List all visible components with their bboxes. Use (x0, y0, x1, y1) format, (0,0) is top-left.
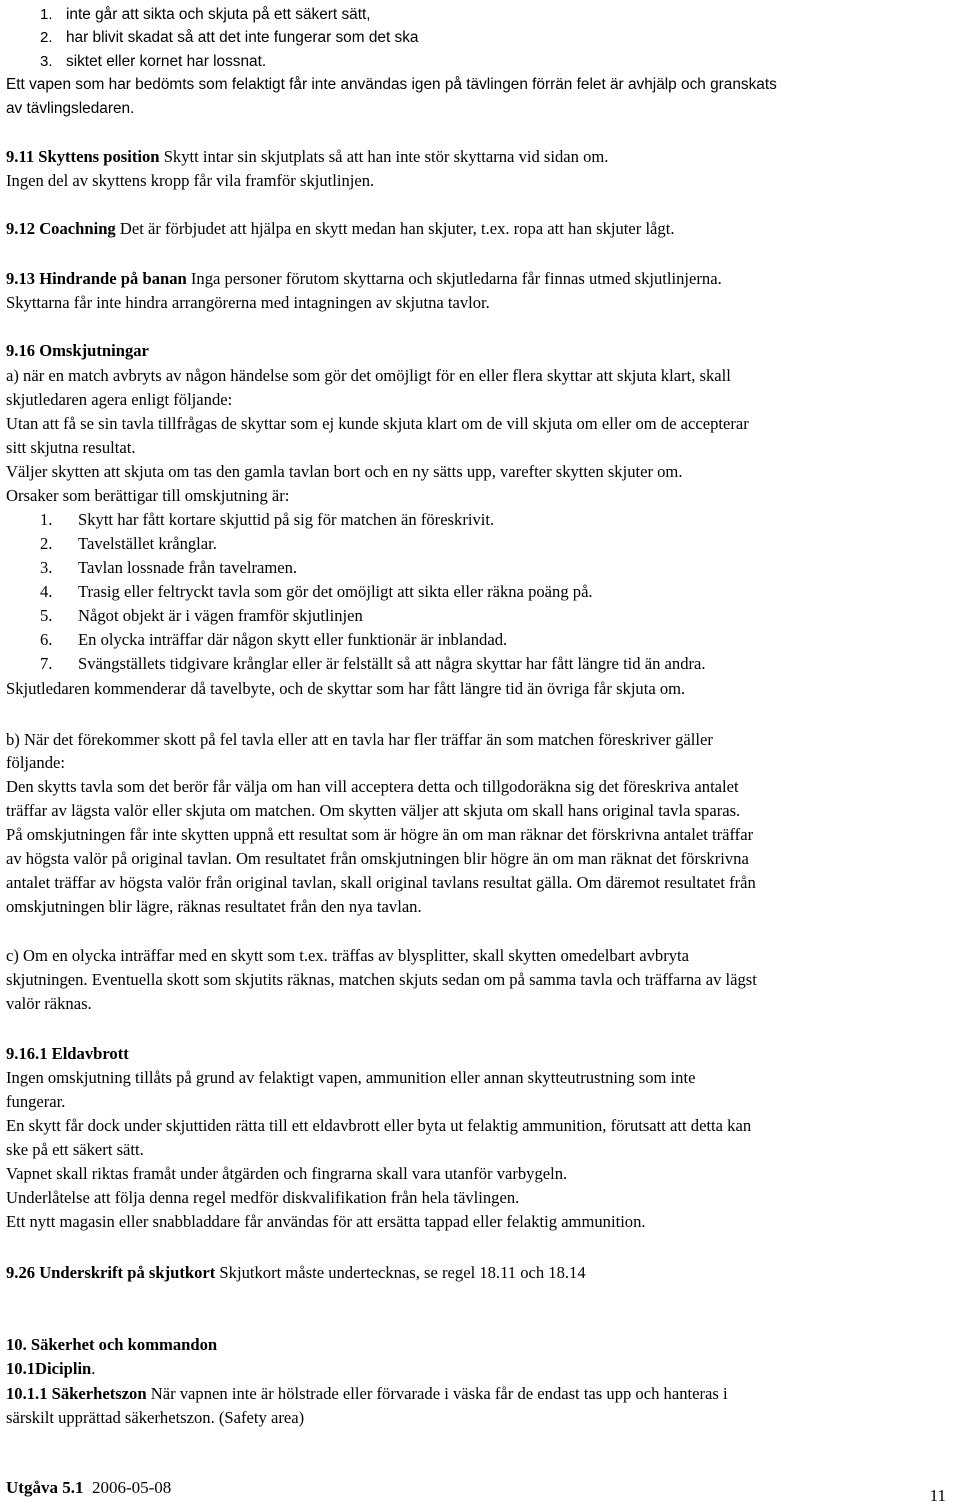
section-heading: 9.11 Skyttens position (6, 147, 160, 166)
paragraph-line: Ingen omskjutning tillåts på grund av felaktigt vapen, ammunition eller annan skytteutrustning som inte (6, 1068, 696, 1087)
list-item: 3. Tavlan lossnade från tavelramen. (40, 558, 298, 577)
paragraph-line: av tävlingsledaren. (6, 100, 135, 117)
list-item: 1. inte går att sikta och skjuta på ett säkert sätt, (40, 6, 371, 23)
paragraph-line: träffar av lägsta valör eller skjuta om matchen. Om skytten väljer att skjuta om skall hans original tavla sparas. (6, 801, 741, 820)
paragraph-line: Väljer skytten att skjuta om tas den gamla tavlan bort och en ny sätts upp, varefter skytten skjuter om. (6, 462, 683, 481)
paragraph-line: fungerar. (6, 1092, 66, 1111)
list-item: 2. Tavelstället krånglar. (40, 534, 217, 553)
paragraph-line: Utan att få se sin tavla tillfrågas de skyttar som ej kunde skjuta klart om de vill skjuta om eller om de accepterar (6, 414, 749, 433)
list-item: 2. har blivit skadat så att det inte fungerar som det ska (40, 29, 419, 46)
paragraph-line: omskjutningen blir lägre, räknas resultatet från den nya tavlan. (6, 897, 422, 916)
paragraph-line: Orsaker som berättigar till omskjutning är: (6, 486, 290, 505)
paragraph-line: valör räknas. (6, 994, 92, 1013)
section-9-13: 9.13 Hindrande på banan Inga personer förutom skyttarna och skjutledarna får finnas utmed skjutlinjerna. (6, 269, 722, 288)
paragraph-line: En skytt får dock under skjuttiden rätta till ett eldavbrott eller byta ut felaktig ammunition, förutsatt att detta kan (6, 1116, 752, 1135)
paragraph-line: av högsta valör på original tavlan. Om resultatet från omskjutningen blir högre än om man räknat det förskrivna (6, 849, 749, 868)
list-item: 3. siktet eller kornet har lossnat. (40, 53, 267, 70)
paragraph-line: Skjutledaren kommenderar då tavelbyte, och de skyttar som har fått längre tid än övriga får skjuta om. (6, 679, 686, 698)
paragraph-line: skjutningen. Eventuella skott som skjutits räknas, matchen skjuts sedan om på samma tavla och träffarna av lägst (6, 970, 757, 989)
section-heading: 10.1Diciplin. (6, 1359, 96, 1378)
paragraph-line: Ingen del av skyttens kropp får vila framför skjutlinjen. (6, 171, 375, 190)
edition-label: Utgåva 5.1 (6, 1478, 84, 1497)
page-number: 11 (929, 1486, 946, 1505)
paragraph-line: Ett vapen som har bedömts som felaktigt får inte användas igen på tävlingen förrän felet är avhjälp och granskats (6, 76, 777, 93)
paragraph-line: antalet träffar av högsta valör från original tavlan, skall original tavlans resultat gälla. Om däremot resultatet från (6, 873, 756, 892)
paragraph-line: Vapnet skall riktas framåt under åtgärden och fingrarna skall vara utanför varbygeln. (6, 1164, 568, 1183)
section-heading: 9.12 Coachning (6, 219, 116, 238)
section-heading: 9.16 Omskjutningar (6, 341, 149, 360)
paragraph-line: skjutledaren agera enligt följande: (6, 390, 233, 409)
section-heading: 9.16.1 Eldavbrott (6, 1044, 129, 1063)
section-9-12: 9.12 Coachning Det är förbjudet att hjälpa en skytt medan han skjuter, t.ex. ropa att han skjuter lågt. (6, 219, 675, 238)
list-item: 6. En olycka inträffar där någon skytt eller funktionär är inblandad. (40, 630, 508, 649)
paragraph-line: c) Om en olycka inträffar med en skytt som t.ex. träffas av blysplitter, skall skytten omedelbart avbryta (6, 946, 690, 965)
paragraph-line: särskilt upprättad säkerhetszon. (Safety area) (6, 1408, 305, 1427)
section-heading: 10.1.1 Säkerhetszon (6, 1384, 147, 1403)
edition-date: 2006-05-08 (91, 1478, 172, 1497)
page-footer (6, 1478, 171, 1498)
paragraph-line: ske på ett säkert sätt. (6, 1140, 144, 1159)
paragraph-line: Skyttarna får inte hindra arrangörerna med intagningen av skjutna tavlor. (6, 293, 490, 312)
paragraph-line: sitt skjutna resultat. (6, 438, 136, 457)
paragraph-line: Den skytts tavla som det berör får välja om han vill acceptera detta och tillgodoräkna sig det föreskriva antalet (6, 777, 739, 796)
section-9-26: 9.26 Underskrift på skjutkort Skjutkort måste undertecknas, se regel 18.11 och 18.14 (6, 1263, 586, 1282)
list-item: 4. Trasig eller feltryckt tavla som gör det omöjligt att sikta eller räkna poäng på. (40, 582, 593, 601)
list-item: 7. Svängställets tidgivare krånglar eller är felställt så att några skyttar har fått längre tid än andra. (40, 654, 706, 673)
section-heading: 9.13 Hindrande på banan (6, 269, 187, 288)
list-item: 1. Skytt har fått kortare skjuttid på sig för matchen än föreskrivit. (40, 510, 495, 529)
paragraph-line: Underlåtelse att följa denna regel medför diskvalifikation från hela tävlingen. (6, 1188, 520, 1207)
paragraph-line: Ett nytt magasin eller snabbladdare får användas för att ersätta tappad eller felaktig ammunition. (6, 1212, 646, 1231)
section-heading: 10. Säkerhet och kommandon (6, 1335, 218, 1354)
paragraph-line: följande: (6, 753, 65, 772)
paragraph-line: På omskjutningen får inte skytten uppnå ett resultat som är högre än om man räknar det förskrivna antalet träffar (6, 825, 754, 844)
section-10-1-1: 10.1.1 Säkerhetszon När vapnen inte är hölstrade eller förvarade i väska får de endast tas upp och hanteras i (6, 1384, 728, 1403)
list-item: 5. Något objekt är i vägen framför skjutlinjen (40, 606, 363, 625)
paragraph-line: b) När det förekommer skott på fel tavla eller att en tavla har fler träffar än som matchen föreskriver gäller (6, 730, 713, 749)
paragraph-line: a) när en match avbryts av någon händelse som gör det omöjligt för en eller flera skyttar att skjuta klart, skall (6, 366, 731, 385)
section-heading: 9.26 Underskrift på skjutkort (6, 1263, 216, 1282)
section-9-11: 9.11 Skyttens position Skytt intar sin skjutplats så att han inte stör skyttarna vid sidan om. (6, 147, 609, 166)
